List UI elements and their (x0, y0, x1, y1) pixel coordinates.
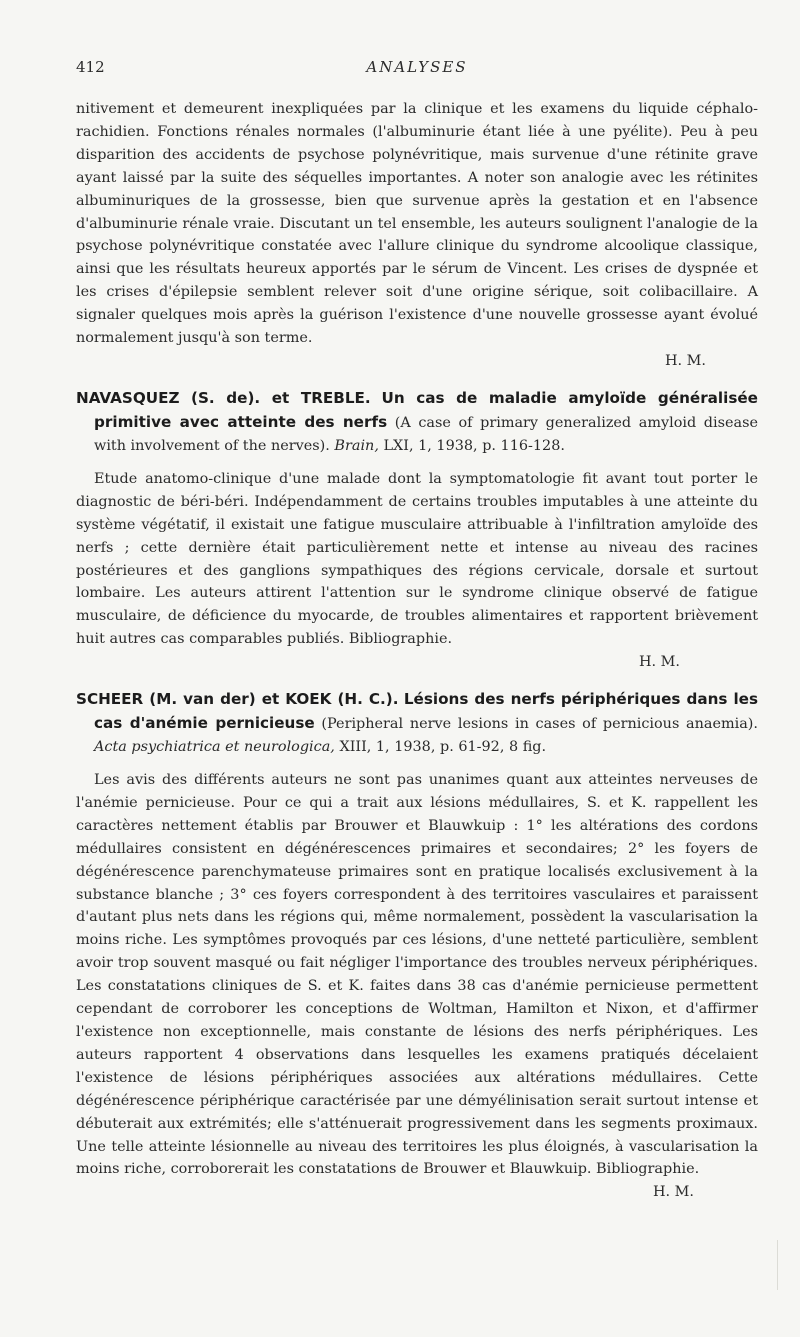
margin-rule (777, 1240, 778, 1290)
entry-authors: SCHEER (M. van der) et KOEK (H. C.). (76, 690, 399, 709)
entry-translation: (Peripheral nerve lesions in cases of pernicious anaemia). (321, 716, 758, 733)
entry-journal: Acta psychiatrica et neurologica, (94, 739, 335, 756)
entry-abstract: Etude anatomo-clinique d'une malade dont la symptomatologie fit avant tout porter le diagnostic de béri-béri. Indépendamment de certains troubles imputables à une atteinte du système végétatif, il existait une fatigue musculaire attribuable à l'infiltration amyloïde des nerfs ; cette dernière était particulièrement nette et intense au niveau des racines postérieures et des ganglions sympathiques des régions cervicale, dorsale et surtout lombaire. Les auteurs attirent l'attention sur le syndrome clinique observé de fatigue musculaire, de déficience du myocarde, de troubles alimentaires et rapportent brièvement huit autres cas comparables publiés. Bibliographie. (76, 470, 758, 648)
page-number: 412 (76, 58, 105, 76)
entry-journal: Brain, (334, 437, 379, 454)
entry-citation: XIII, 1, 1938, p. 61-92, 8 fig. (339, 739, 547, 756)
entry-citation: LXI, 1, 1938, p. 116-128. (383, 437, 565, 454)
entry-authors: NAVASQUEZ (S. de). et TREBLE. (76, 388, 371, 407)
entry-heading (76, 688, 758, 759)
entry-title: Lésions des nerfs périphériques dans les cas d'anémie pernicieuse (94, 690, 759, 733)
entry-heading (76, 387, 758, 458)
entry-title: Un cas de maladie amyloïde généralisée primitive avec atteinte des nerfs (94, 388, 758, 431)
page-body (76, 98, 758, 1204)
page-header (76, 58, 758, 82)
entry-signature: H. M. (638, 654, 680, 671)
intro-signature: H. M. (664, 352, 706, 369)
entry-signature: H. M. (652, 1184, 694, 1201)
entry-translation: (A case of primary generalized amyloid disease with involvement of the nerves). (94, 414, 759, 454)
intro-paragraph: nitivement et demeurent inexpliquées par la clinique et les examens du liquide céphalo-rachidien. Fonctions rénales normales (l'albuminurie étant liée à une pyélite). Peu à peu disparition des accidents de psychose polynévritique, mais survenue d'une rétinite grave ayant laissé par la suite des séquelles importantes. A noter son analogie avec les rétinites albuminuriques de la grossesse, bien que survenue après la gestation et en l'absence d'albuminurie rénale vraie. Discutant un tel ensemble, les auteurs soulignent l'analogie de la psychose polynévritique constatée avec l'allure clinique du syndrome alcoolique classique, ainsi que les résultats heureux apportés par le sérum de Vincent. Les crises de dyspnée et les crises d'épilepsie semblent relever soit d'une origine sérique, soit colibacillaire. A signaler quelques mois après la guérison l'existence d'une nouvelle grossesse ayant évolué normalement jusqu'à son terme. (76, 101, 758, 347)
entry-abstract: Les avis des différents auteurs ne sont pas unanimes quant aux atteintes nerveuses de l'anémie pernicieuse. Pour ce qui a trait aux lésions médullaires, S. et K. rappellent les caractères nettement établis par Brouwer et Blauwkuip : 1° les altérations des cordons médullaires consistent en dégénérescences primaires et secondaires; 2° les foyers de dégénérescence parenchymateuse primaires sont en pratique localisés exclusivement à la substance blanche ; 3° ces foyers correspondent à des territoires vasculaires et paraissent d'autant plus nets dans les régions qui, même normalement, possèdent la vascularisation la moins riche. Les symptômes provoqués par ces lésions, d'une netteté particulière, semblent avoir trop souvent masqué ou fait négliger l'importance des troubles nerveux périphériques. Les constatations cliniques de S. et K. faites dans 38 cas d'anémie pernicieuse permettent cependant de corroborer les conceptions de Woltman, Hamilton et Nixon, et d'affirmer l'existence non exceptionnelle, mais constante de lésions des nerfs périphériques. Les auteurs rapportent 4 observations dans lesquelles les examens pratiqués décelaient l'existence de lésions périphériques associées aux altérations médullaires. Cette dégénérescence périphérique caractérisée par une démyélinisation serait surtout intense et débuterait aux extrémités; elle s'atténuerait progressivement dans les segments proximaux. Une telle atteinte lésionnelle au niveau des territoires les plus éloignés, à vascularisation la moins riche, corroborerait les constatations de Brouwer et Blauwkuip. Bibliographie. (76, 772, 758, 1178)
running-title: ANALYSES (366, 58, 468, 76)
